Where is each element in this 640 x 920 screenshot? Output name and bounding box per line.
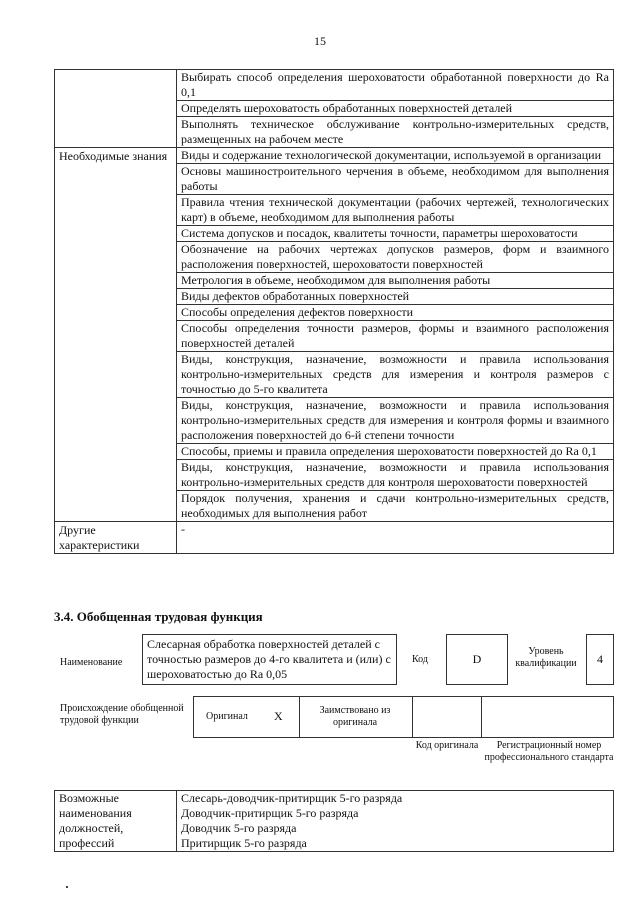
- knowledge-item: Виды, конструкция, назначение, возможности и правила использования контрольно-измерительных средств для контроля шероховатости поверхностей: [177, 460, 614, 491]
- knowledge-item: Виды, конструкция, назначение, возможности и правила использования контрольно-измерительных средств для измерения и контроля размеров с точностью до 5-го квалитета: [177, 352, 614, 398]
- knowledge-item: Виды дефектов обработанных поверхностей: [177, 289, 614, 305]
- table-row: [55, 117, 614, 148]
- knowledge-item: Способы, приемы и правила определения шероховатости поверхностей до Ra 0,1: [177, 444, 614, 460]
- table-row: [55, 70, 614, 101]
- positions-list: [177, 791, 614, 852]
- table-row: [55, 522, 614, 554]
- divider: [412, 696, 413, 738]
- other-value: -: [177, 522, 614, 554]
- table-row: [55, 148, 614, 164]
- original-label: Оригинал: [206, 711, 248, 722]
- positions-label: Возможные наименования должностей, профессий: [55, 791, 177, 852]
- positions-table: [54, 790, 614, 852]
- skill-item: Выполнять техническое обслуживание контрольно-измерительных средств, размещенных на рабочем месте: [177, 117, 614, 148]
- section-title: 3.4. Обобщенная трудовая функция: [54, 609, 263, 624]
- skills-knowledge-table: [54, 69, 614, 554]
- position-item: Доводчик-притирщик 5-го разряда: [181, 806, 359, 820]
- skill-item: Определять шероховатость обработанных поверхностей деталей: [177, 101, 614, 117]
- knowledge-item: Порядок получения, хранения и сдачи контрольно-измерительных средств, необходимых для выполнения работ: [177, 491, 614, 522]
- divider: [299, 696, 300, 738]
- borrowed-label: Заимствовано из оригинала: [319, 705, 391, 728]
- otf-name-value: Слесарная обработка поверхностей деталей с точностью размеров до 4-го квалитета и (или) с шероховатостью до Ra 0,05: [142, 634, 397, 685]
- code-original-caption: Код оригинала: [415, 740, 479, 751]
- original-mark: X: [274, 709, 283, 723]
- knowledge-label: Необходимые знания: [55, 148, 177, 522]
- position-item: Доводчик 5-го разряда: [181, 821, 297, 835]
- skill-item: Выбирать способ определения шероховатости обработанной поверхности до Ra 0,1: [177, 70, 614, 101]
- knowledge-item: Виды и содержание технологической документации, используемой в организации: [177, 148, 614, 164]
- reg-number-caption: Регистрационный номер профессионального стандарта: [484, 740, 614, 763]
- otf-level-value: 4: [586, 634, 614, 685]
- scan-mark: [66, 886, 68, 888]
- table-row: [55, 101, 614, 117]
- position-item: Притирщик 5-го разряда: [181, 836, 307, 850]
- knowledge-item: Способы определения точности размеров, формы и взаимного расположения поверхностей деталей: [177, 321, 614, 352]
- knowledge-item: Способы определения дефектов поверхности: [177, 305, 614, 321]
- code-label: Код: [412, 654, 428, 665]
- divider: [481, 696, 482, 738]
- knowledge-item: Система допусков и посадок, квалитеты точности, параметры шероховатости: [177, 226, 614, 242]
- empty-label-cell: [55, 117, 177, 148]
- knowledge-item: Метрология в объеме, необходимом для выполнения работы: [177, 273, 614, 289]
- knowledge-item: Виды, конструкция, назначение, возможности и правила использования контрольно-измерительных средств для измерения и контроля формы и взаимного расположения поверхностей до 6-й степени точности: [177, 398, 614, 444]
- position-item: Слесарь-доводчик-притирщик 5-го разряда: [181, 791, 403, 805]
- empty-label-cell: [55, 70, 177, 101]
- name-label: Наименование: [60, 657, 123, 668]
- knowledge-item: Основы машиностроительного черчения в объеме, необходимом для выполнения работы: [177, 164, 614, 195]
- otf-code-value: D: [446, 634, 508, 685]
- level-label: Уровень квалификации: [515, 646, 577, 669]
- origin-label: Происхождение обобщенной трудовой функции: [60, 703, 184, 726]
- empty-label-cell: [55, 101, 177, 117]
- knowledge-item: Обозначение на рабочих чертежах допусков размеров, форм и взаимного расположения поверхностей, шероховатости поверхностей: [177, 242, 614, 273]
- page-number: 15: [314, 34, 326, 48]
- knowledge-item: Правила чтения технической документации (рабочих чертежей, технологических карт) в объеме, необходимом для выполнения работы: [177, 195, 614, 226]
- table-row: [55, 791, 614, 852]
- other-label: Другие характеристики: [55, 522, 177, 554]
